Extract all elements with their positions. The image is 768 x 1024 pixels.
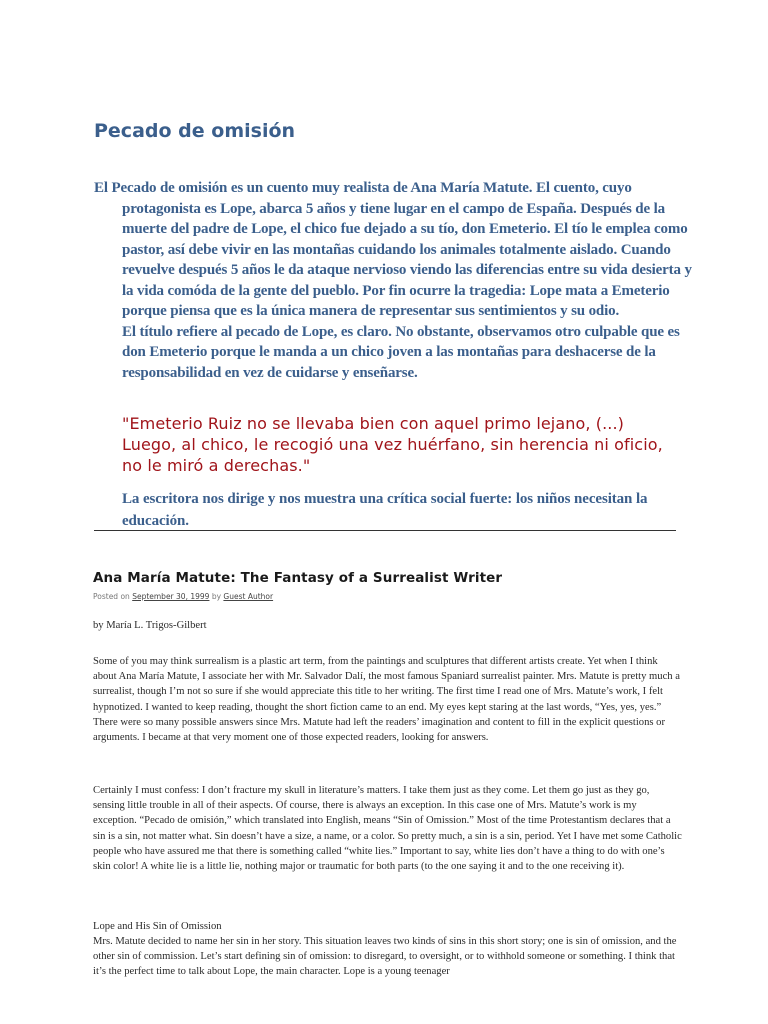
meta-author-link[interactable]: Guest Author: [223, 592, 274, 601]
meta-posted-label: Posted on: [93, 592, 133, 601]
article-byline: by María L. Trigos-Gilbert: [93, 620, 207, 631]
essay-closing: La escritora nos dirige y nos muestra una crítica social fuerte: los niños necesitan la educación.: [122, 491, 648, 529]
essay-quote: "Emeterio Ruiz no se llevaba bien con aquel primo lejano, (...) Luego, al chico, le recogió una vez huérfano, sin herencia ni oficio, no le miró a derechas.": [122, 414, 663, 475]
essay-intro: [94, 178, 706, 383]
essay-title: Pecado de omisión: [94, 120, 296, 142]
meta-date-link[interactable]: September 30, 1999: [132, 592, 210, 601]
essay-summary-paragraph: El Pecado de omisión es un cuento muy realista de Ana María Matute. El cuento, cuyo protagonista es Lope, abarca 5 años y tiene lugar en el campo de España. Después de la muerte del padre de Lope, el chico fue dejado a su tío, don Emeterio. El tío le emplea como pastor, así debe vivir en las montañas cuidando los animales totalmente aislado. Cuando revuelve después 5 años le da ataque nervioso viendo las diferencias entre su vida desierta y la vida comóda de la gente del pueblo. Por fin ocurre la tragedia: Lope mata a Emeterio porque piensa que es la única manera de representar sus sentimientos y su odio.: [94, 180, 692, 319]
article-paragraph-3: Mrs. Matute decided to name her sin in her story. This situation leaves two kinds of sins in this short story; one is sin of omission, and the other sin of commission. Let’s start defining sin of omission: to disregard, to oversight, or to withhold someone or something. I think that it’s the perfect time to talk about Lope, the main character. Lope is a young teenager: [93, 936, 677, 978]
article-paragraph-1: Some of you may think surrealism is a plastic art term, from the paintings and sculptures that different artists create. Yet when I think about Ana María Matute, I associate her with Mr. Salvador Dalí, the most famous Spaniard surrealist painter. Mrs. Matute is pretty much a surrealist, though I’m not so sure if she would appreciate this title to her writing. The first time I read one of Mrs. Matute’s work, I felt hypnotized. I wanted to keep reading, thought the short fiction came to an end. My eyes kept staring at the last words, “Yes, yes, yes.” There were so many possible answers since Mrs. Matute had left the readers’ imagination and content to fill in the explicit questions or arguments. I became at that very moment one of those expected readers, looking for answers.: [93, 656, 680, 744]
section-divider: [94, 530, 676, 531]
meta-by-label: by: [209, 592, 224, 601]
article-title: Ana María Matute: The Fantasy of a Surrealist Writer: [93, 570, 503, 586]
essay-title-paragraph: El título refiere al pecado de Lope, es claro. No obstante, observamos otro culpable que es don Emeterio porque le manda a un chico joven a las montañas para deshacerse de la responsabilidad en vez de cuidarse y enseñarse.: [122, 323, 680, 381]
article-subheading: Lope and His Sin of Omission: [93, 921, 222, 932]
article-paragraph-2: Certainly I must confess: I don’t fracture my skull in literature’s matters. I take them just as they come. Let them go just as they go, sensing little trouble in all of their aspects. Of course, there is always an exception. In this case one of Mrs. Matute’s work is my exception. “Pecado de omisión,” which translated into English, means “Sin of Omission.” Most of the time Protestantism declares that a sin is a sin, not matter what. Sin doesn’t have a size, a name, or a color. So pretty much, a sin is a sin, period. Yet I have met some Catholic people who have assured me that there is something called “white lies.” Important to say, white lies don’t have a thing to do with one’s skin color! A white lie is a little lie, nothing major or traumatic for both parts (to the one saying it and to the one receiving it).: [93, 785, 682, 873]
article-meta: [93, 592, 273, 601]
